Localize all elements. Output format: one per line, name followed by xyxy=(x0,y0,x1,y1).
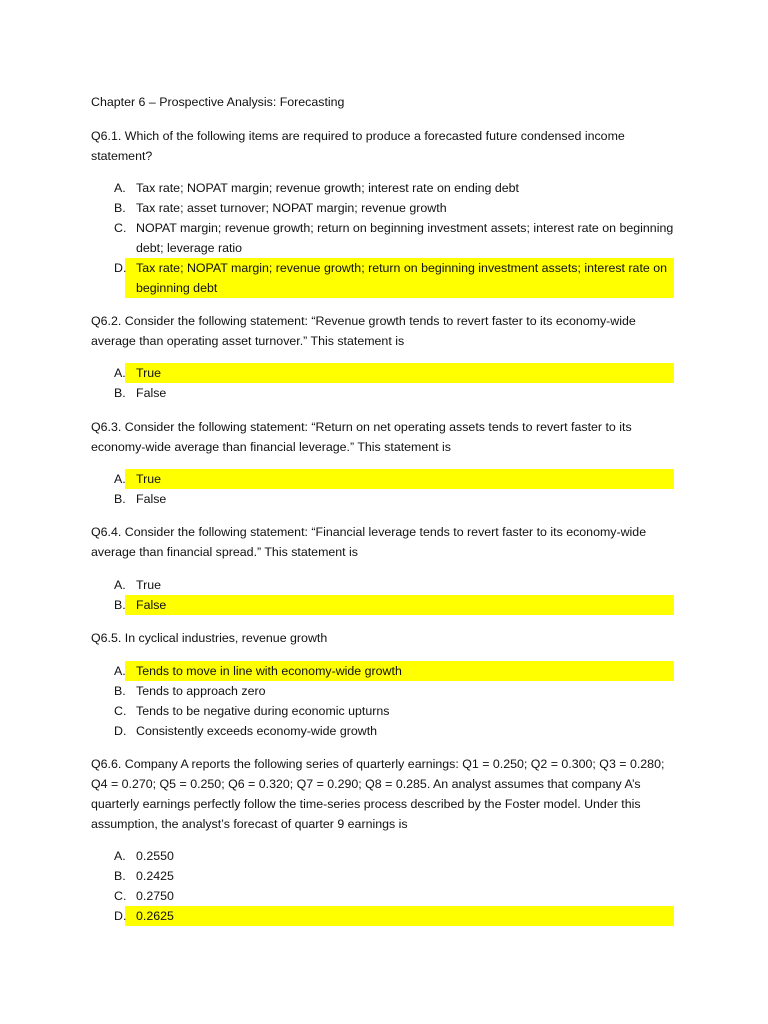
answer-option xyxy=(114,258,674,298)
question-text: Q6.5. In cyclical industries, revenue growth xyxy=(91,631,328,645)
option-letter: D. xyxy=(114,258,136,298)
answer-option xyxy=(114,469,674,489)
option-text: True xyxy=(136,363,674,383)
question-text: Q6.3. Consider the following statement: “Return on net operating assets tends to revert faster to its economy-wide average than financial leverage.” This statement is xyxy=(91,420,632,454)
answer-option xyxy=(114,661,674,681)
answer-option xyxy=(114,886,674,906)
answer-option xyxy=(114,595,674,615)
option-text: 0.2625 xyxy=(136,906,674,926)
chapter-title: Chapter 6 – Prospective Analysis: Forecasting xyxy=(91,95,345,109)
option-letter: A. xyxy=(114,849,126,863)
option-text: Tax rate; NOPAT margin; revenue growth; interest rate on ending debt xyxy=(136,181,519,195)
option-letter: B. xyxy=(114,492,126,506)
answer-options xyxy=(114,575,674,615)
option-text: False xyxy=(136,492,167,506)
option-letter: C. xyxy=(114,889,127,903)
option-letter: C. xyxy=(114,221,127,235)
option-letter: A. xyxy=(114,661,136,681)
answer-option xyxy=(114,178,674,198)
answer-option xyxy=(114,681,674,701)
option-text: NOPAT margin; revenue growth; return on beginning investment assets; interest rate on beginning debt; leverage ratio xyxy=(136,221,674,255)
option-letter: A. xyxy=(114,578,126,592)
option-letter: C. xyxy=(114,704,127,718)
option-letter: B. xyxy=(114,869,126,883)
answer-options xyxy=(114,178,674,298)
question-text: Q6.2. Consider the following statement: “Revenue growth tends to revert faster to its economy-wide average than operating asset turnover.” This statement is xyxy=(91,314,636,348)
option-text: False xyxy=(136,386,167,400)
answer-options xyxy=(114,469,674,509)
answer-option xyxy=(114,363,674,383)
option-letter: B. xyxy=(114,201,126,215)
answer-option xyxy=(114,846,674,866)
answer-options xyxy=(114,363,674,403)
answer-option xyxy=(114,198,674,218)
option-text: True xyxy=(136,469,674,489)
answer-option xyxy=(114,218,674,258)
option-letter: A. xyxy=(114,363,136,383)
option-letter: D. xyxy=(114,906,136,926)
answer-option xyxy=(114,721,674,741)
answer-option xyxy=(114,489,674,509)
option-text: False xyxy=(136,595,674,615)
answer-option xyxy=(114,575,674,595)
answer-option xyxy=(114,866,674,886)
option-text: 0.2425 xyxy=(136,869,174,883)
option-text: 0.2550 xyxy=(136,849,174,863)
option-text: Tax rate; NOPAT margin; revenue growth; return on beginning investment assets; interest rate on beginning debt xyxy=(136,258,674,298)
answer-options xyxy=(114,661,674,741)
option-text: Tends to approach zero xyxy=(136,684,266,698)
option-letter: A. xyxy=(114,181,126,195)
option-text: True xyxy=(136,578,162,592)
question-text: Q6.4. Consider the following statement: “Financial leverage tends to revert faster to its economy-wide average than financial spread.” This statement is xyxy=(91,525,647,559)
option-letter: B. xyxy=(114,386,126,400)
option-letter: A. xyxy=(114,469,136,489)
question-text: Q6.6. Company A reports the following series of quarterly earnings: Q1 = 0.250; Q2 = 0.300; Q3 = 0.280; Q4 = 0.270; Q5 = 0.250; Q6 = 0.320; Q7 = 0.290; Q8 = 0.285. An analyst assumes that company A’s quarterly earnings perfectly follow the time-series process described by the Foster model. Under this assumption, the analyst’s forecast of quarter 9 earnings is xyxy=(91,757,665,831)
answer-option xyxy=(114,701,674,721)
answer-options xyxy=(114,846,674,926)
question-text: Q6.1. Which of the following items are required to produce a forecasted future condensed income statement? xyxy=(91,129,625,163)
option-text: Tends to be negative during economic upturns xyxy=(136,704,390,718)
answer-option xyxy=(114,906,674,926)
option-text: Tax rate; asset turnover; NOPAT margin; revenue growth xyxy=(136,201,447,215)
option-letter: B. xyxy=(114,595,136,615)
option-text: 0.2750 xyxy=(136,889,174,903)
option-text: Consistently exceeds economy-wide growth xyxy=(136,724,378,738)
option-text: Tends to move in line with economy-wide growth xyxy=(136,661,674,681)
option-letter: D. xyxy=(114,724,127,738)
answer-option xyxy=(114,383,674,403)
option-letter: B. xyxy=(114,684,126,698)
